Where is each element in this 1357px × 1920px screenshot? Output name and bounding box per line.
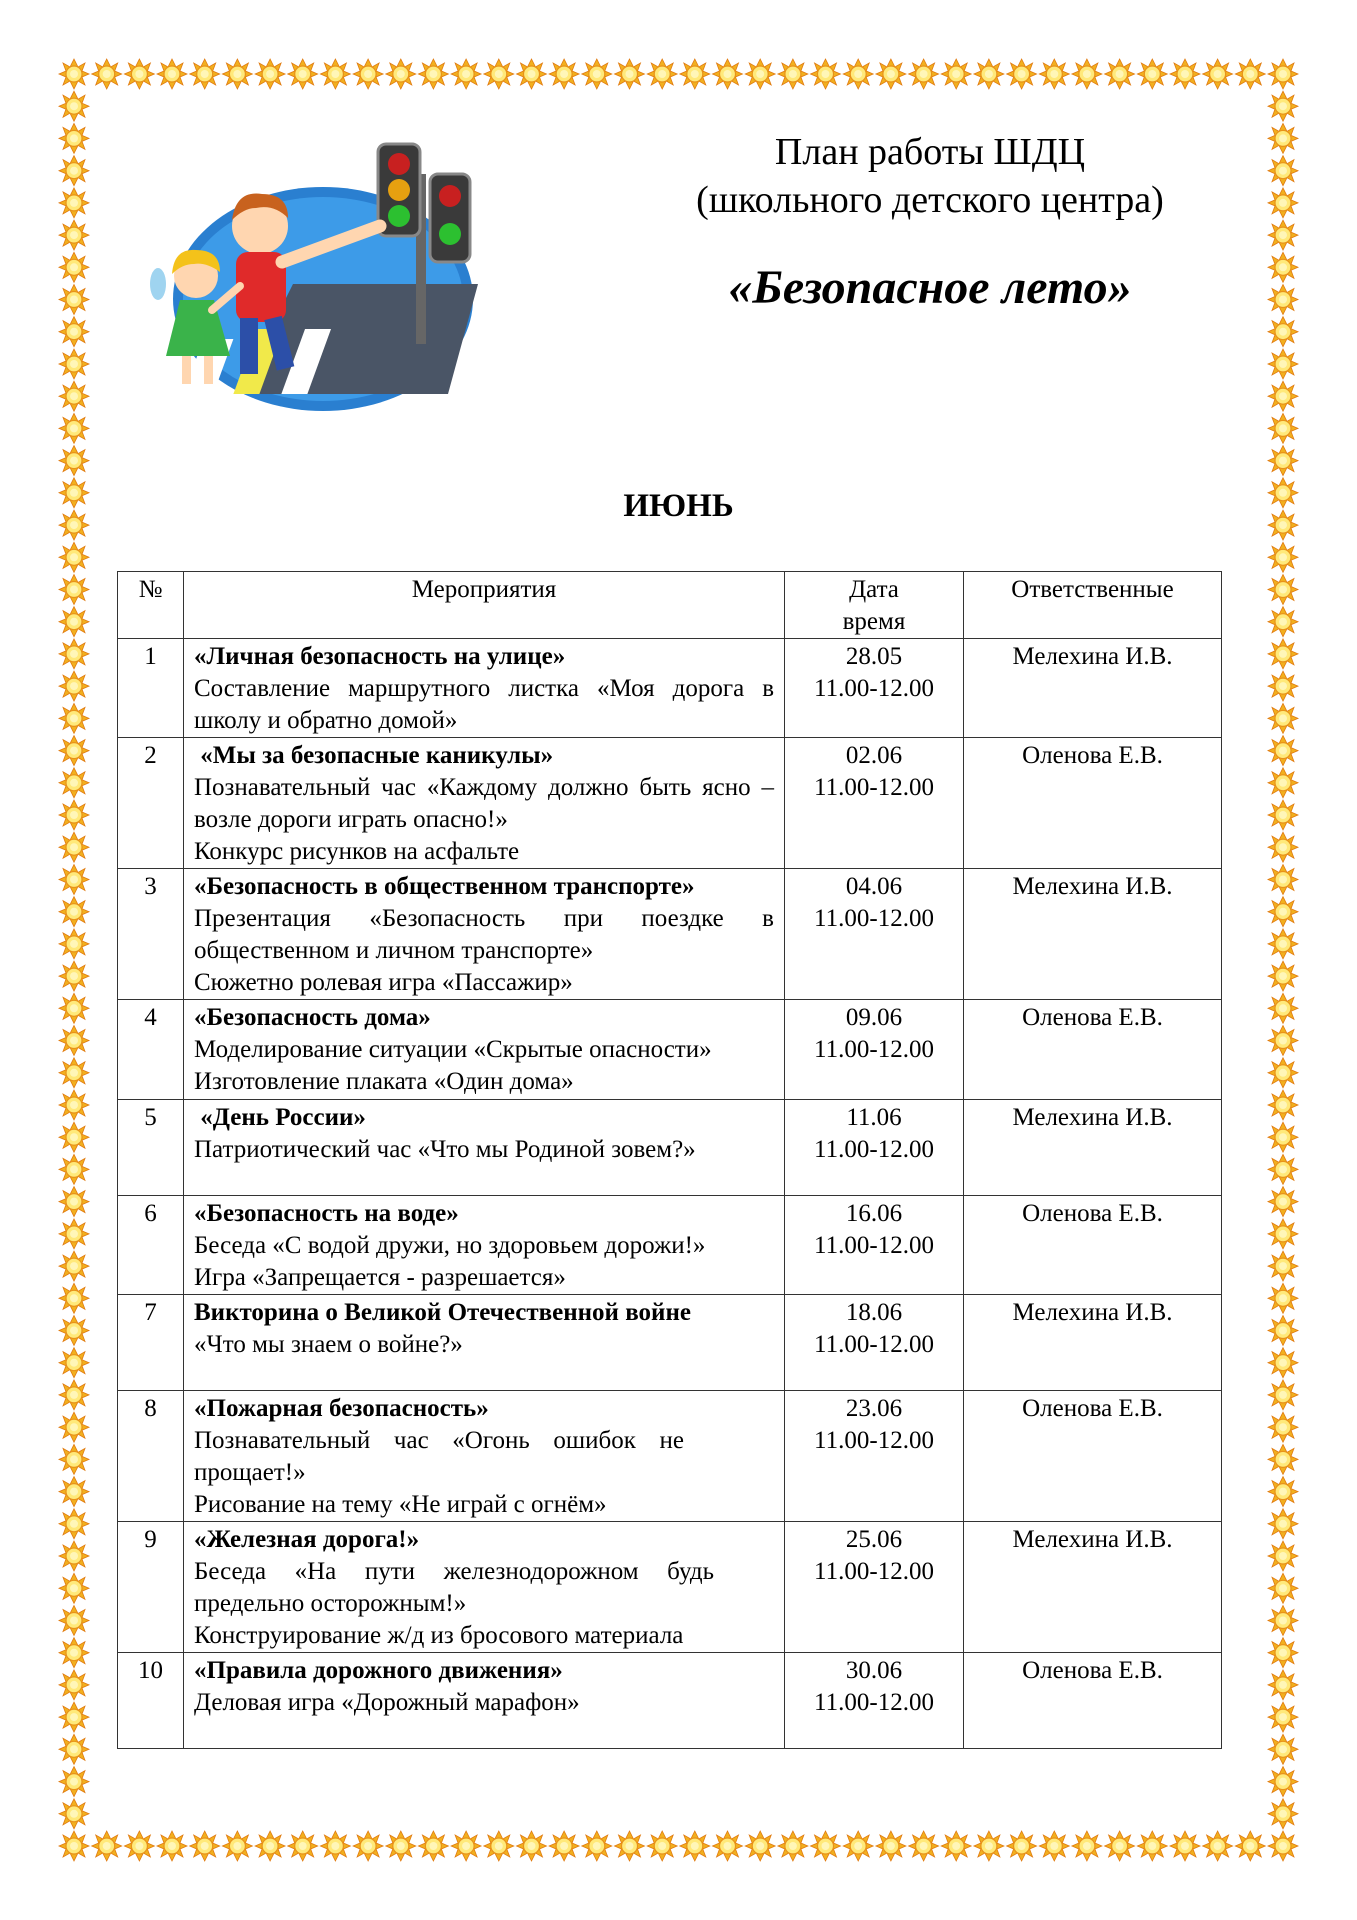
sun-icon	[59, 1541, 89, 1571]
sun-icon	[451, 59, 481, 89]
sun-icon	[59, 1348, 89, 1378]
date-value: 11.06	[846, 1104, 902, 1131]
sun-icon	[418, 1831, 448, 1861]
row-responsible: Оленова Е.В.	[964, 1000, 1222, 1100]
sun-icon	[876, 59, 906, 89]
sun-icon	[1235, 59, 1265, 89]
sun-icon	[59, 607, 89, 637]
sun-icon	[59, 929, 89, 959]
sun-icon	[1268, 736, 1298, 766]
sun-icon	[59, 1444, 89, 1474]
sun-icon	[1268, 188, 1298, 218]
sun-icon	[1268, 91, 1298, 121]
sun-icon	[1268, 671, 1298, 701]
header-date-line-2: время	[842, 608, 906, 635]
sun-icon	[582, 59, 612, 89]
sun-icon	[1268, 317, 1298, 347]
sun-icon	[59, 413, 89, 443]
sun-icon	[1268, 1509, 1298, 1539]
row-activity	[184, 1391, 785, 1522]
sun-icon	[549, 1831, 579, 1861]
sun-icon	[1268, 993, 1298, 1023]
row-responsible: Мелехина И.В.	[964, 639, 1222, 738]
sun-icon	[59, 156, 89, 186]
sun-icon	[59, 123, 89, 153]
sun-icon	[876, 1831, 906, 1861]
row-activity	[184, 1100, 785, 1196]
row-date	[785, 1196, 964, 1295]
activity-title: «Правила дорожного движения»	[194, 1657, 563, 1684]
sun-icon	[157, 1831, 187, 1861]
sun-icon	[59, 1219, 89, 1249]
activity-title: «Личная безопасность на улице»	[194, 643, 566, 670]
time-value: 11.00-12.00	[814, 774, 934, 801]
time-value: 11.00-12.00	[814, 1427, 934, 1454]
sun-icon	[484, 59, 514, 89]
sun-icon	[1039, 1831, 1069, 1861]
row-date	[785, 1100, 964, 1196]
sun-icon	[1105, 1831, 1135, 1861]
sun-icon	[59, 832, 89, 862]
sun-icon	[255, 1831, 285, 1861]
sun-icon	[451, 1831, 481, 1861]
sun-icon	[1268, 220, 1298, 250]
sun-icon	[59, 1283, 89, 1313]
sun-icon	[353, 1831, 383, 1861]
row-activity	[184, 1653, 785, 1749]
page-title-line-1: План работы ШДЦ	[774, 131, 1086, 173]
sun-icon	[1268, 1606, 1298, 1636]
sun-icon	[1268, 832, 1298, 862]
row-activity	[184, 869, 785, 1000]
sun-icon	[190, 59, 220, 89]
time-value: 11.00-12.00	[814, 1331, 934, 1358]
header-num: №	[118, 572, 184, 639]
table-row	[118, 869, 1222, 1000]
activity-title: «Безопасность в общественном транспорте»	[194, 873, 695, 900]
title-block	[640, 128, 1220, 316]
children-crosswalk-illustration	[148, 134, 508, 434]
sun-icon	[288, 59, 318, 89]
sun-icon	[1268, 1316, 1298, 1346]
sun-icon	[222, 59, 252, 89]
sun-icon	[59, 1316, 89, 1346]
sun-icon	[1268, 1477, 1298, 1507]
header-date-line-1: Дата	[849, 576, 899, 603]
activity-line: Сюжетно ролевая игра «Пассажир»	[194, 969, 573, 996]
sun-icon	[92, 59, 122, 89]
sun-icon	[1268, 1026, 1298, 1056]
row-num: 4	[118, 1000, 184, 1100]
sun-icon	[1007, 1831, 1037, 1861]
sun-icon	[59, 961, 89, 991]
date-value: 16.06	[845, 1200, 903, 1227]
table-row	[118, 738, 1222, 869]
sun-icon	[59, 446, 89, 476]
sun-icon	[124, 1831, 154, 1861]
sun-icon	[59, 575, 89, 605]
row-responsible: Мелехина И.В.	[964, 1295, 1222, 1391]
sun-icon	[1039, 59, 1069, 89]
sun-icon	[59, 800, 89, 830]
sun-icon	[843, 59, 873, 89]
sun-icon	[1072, 1831, 1102, 1861]
sun-icon	[255, 59, 285, 89]
sun-icon	[1170, 59, 1200, 89]
sun-icon	[1268, 929, 1298, 959]
sun-icon	[1105, 59, 1135, 89]
sun-icon	[1268, 1831, 1298, 1861]
month-heading: ИЮНЬ	[623, 488, 734, 524]
activity-line: Изготовление плаката «Один дома»	[194, 1068, 574, 1095]
sun-icon	[1268, 1187, 1298, 1217]
date-value: 18.06	[845, 1299, 903, 1326]
sun-icon	[843, 1831, 873, 1861]
sun-icon	[1268, 349, 1298, 379]
sun-icon	[59, 1638, 89, 1668]
time-value: 11.00-12.00	[814, 675, 934, 702]
sun-icon	[778, 59, 808, 89]
sun-icon	[1235, 1831, 1265, 1861]
sun-icon	[59, 768, 89, 798]
sun-icon	[59, 91, 89, 121]
row-activity	[184, 1295, 785, 1391]
table-row	[118, 1653, 1222, 1749]
sun-icon	[1268, 1702, 1298, 1732]
activity-line: Познавательный час «Огонь ошибок не прощает!»	[194, 1427, 684, 1486]
row-date	[785, 639, 964, 738]
activity-line: Деловая игра «Дорожный марафон»	[194, 1689, 580, 1716]
sun-icon	[1268, 703, 1298, 733]
sun-icon	[59, 1412, 89, 1442]
row-num: 7	[118, 1295, 184, 1391]
sun-icon	[320, 1831, 350, 1861]
sun-icon	[320, 59, 350, 89]
row-activity	[184, 1522, 785, 1653]
sun-icon	[59, 1767, 89, 1797]
time-value: 11.00-12.00	[814, 1689, 934, 1716]
sun-icon	[59, 671, 89, 701]
sun-icon	[1268, 413, 1298, 443]
sun-icon	[1268, 123, 1298, 153]
sun-icon	[484, 1831, 514, 1861]
activity-line: Презентация «Безопасность при поездке в общественном и личном транспорте»	[194, 905, 774, 964]
activity-title: «Мы за безопасные каникулы»	[194, 742, 554, 769]
sun-icon	[1268, 575, 1298, 605]
sun-icon	[1268, 1090, 1298, 1120]
sun-icon	[1268, 156, 1298, 186]
sun-icon	[59, 1122, 89, 1152]
sun-icon	[1268, 1767, 1298, 1797]
table-row	[118, 639, 1222, 738]
sun-icon	[1268, 639, 1298, 669]
table-row	[118, 1295, 1222, 1391]
sun-icon	[59, 1734, 89, 1764]
time-value: 11.00-12.00	[814, 905, 934, 932]
sun-icon	[59, 736, 89, 766]
sun-icon	[288, 1831, 318, 1861]
sun-icon	[59, 1606, 89, 1636]
row-num: 9	[118, 1522, 184, 1653]
sun-icon	[418, 59, 448, 89]
sun-icon	[59, 1090, 89, 1120]
activity-line: Составление маршрутного листка «Моя дорога в школу и обратно домой»	[194, 675, 774, 734]
sun-icon	[941, 59, 971, 89]
activity-title: «Безопасность на воде»	[194, 1200, 459, 1227]
sun-icon	[59, 865, 89, 895]
page-subtitle: «Безопасное лето»	[728, 261, 1132, 314]
date-value: 30.06	[845, 1657, 903, 1684]
sun-icon	[59, 639, 89, 669]
row-date	[785, 1295, 964, 1391]
sun-icon	[974, 59, 1004, 89]
sun-icon	[59, 252, 89, 282]
activity-title: «Безопасность дома»	[194, 1004, 431, 1031]
time-value: 11.00-12.00	[814, 1136, 934, 1163]
sun-icon	[1268, 800, 1298, 830]
row-responsible: Мелехина И.В.	[964, 869, 1222, 1000]
date-value: 23.06	[845, 1395, 903, 1422]
row-responsible: Оленова Е.В.	[964, 1653, 1222, 1749]
activity-title: Викторина о Великой Отечественной войне	[194, 1299, 691, 1326]
row-activity	[184, 639, 785, 738]
activity-line: Моделирование ситуации «Скрытые опасности»	[194, 1036, 712, 1063]
sun-icon	[1268, 381, 1298, 411]
sun-icon	[1268, 252, 1298, 282]
sun-icon	[974, 1831, 1004, 1861]
date-value: 25.06	[845, 1526, 903, 1553]
date-value: 09.06	[845, 1004, 903, 1031]
sun-icon	[59, 59, 89, 89]
sun-icon	[59, 1187, 89, 1217]
sun-icon	[1268, 1380, 1298, 1410]
sun-icon	[713, 59, 743, 89]
sun-icon	[1268, 865, 1298, 895]
sun-icon	[59, 349, 89, 379]
sun-icon	[713, 1831, 743, 1861]
sun-icon	[190, 1831, 220, 1861]
row-num: 6	[118, 1196, 184, 1295]
sun-icon	[157, 59, 187, 89]
sun-icon	[1137, 1831, 1167, 1861]
sun-icon	[59, 703, 89, 733]
sun-icon	[1268, 1670, 1298, 1700]
sun-icon	[1268, 1541, 1298, 1571]
sun-icon	[59, 317, 89, 347]
plan-table	[117, 571, 1222, 1749]
sun-icon	[92, 1831, 122, 1861]
sun-icon	[59, 1670, 89, 1700]
row-num: 1	[118, 639, 184, 738]
table-row	[118, 1000, 1222, 1100]
sun-icon	[1268, 1573, 1298, 1603]
row-responsible: Оленова Е.В.	[964, 1391, 1222, 1522]
time-value: 11.00-12.00	[814, 1232, 934, 1259]
row-responsible: Мелехина И.В.	[964, 1522, 1222, 1653]
row-date	[785, 1522, 964, 1653]
date-value: 04.06	[845, 873, 903, 900]
sun-icon	[909, 59, 939, 89]
table-row	[118, 1391, 1222, 1522]
sun-icon	[59, 1509, 89, 1539]
sun-icon	[59, 1058, 89, 1088]
sun-icon	[1268, 897, 1298, 927]
sun-icon	[811, 59, 841, 89]
sun-icon	[811, 1831, 841, 1861]
sun-icon	[909, 1831, 939, 1861]
sun-icon	[680, 59, 710, 89]
row-activity	[184, 738, 785, 869]
sun-icon	[1268, 1219, 1298, 1249]
table-row	[118, 1100, 1222, 1196]
sun-icon	[1268, 1251, 1298, 1281]
table-row	[118, 1196, 1222, 1295]
sun-icon	[124, 59, 154, 89]
sun-icon	[59, 220, 89, 250]
activity-title: «Железная дорога!»	[194, 1526, 420, 1553]
sun-icon	[353, 59, 383, 89]
sun-icon	[59, 1702, 89, 1732]
sun-icon	[1268, 1348, 1298, 1378]
sun-icon	[1268, 542, 1298, 572]
sun-icon	[59, 1799, 89, 1829]
sun-icon	[1170, 1831, 1200, 1861]
row-num: 3	[118, 869, 184, 1000]
sun-icon	[549, 59, 579, 89]
sun-icon	[1137, 59, 1167, 89]
sun-icon	[1268, 1799, 1298, 1829]
sun-icon	[59, 993, 89, 1023]
sun-icon	[517, 59, 547, 89]
row-num: 8	[118, 1391, 184, 1522]
sun-icon	[1203, 59, 1233, 89]
activity-line: Беседа «С водой дружи, но здоровьем дорожи!»	[194, 1232, 706, 1259]
sun-icon	[745, 1831, 775, 1861]
time-value: 11.00-12.00	[814, 1036, 934, 1063]
row-num: 2	[118, 738, 184, 869]
sun-icon	[59, 1154, 89, 1184]
sun-icon	[59, 897, 89, 927]
sun-icon	[941, 1831, 971, 1861]
sun-icon	[1268, 1412, 1298, 1442]
header-responsible: Ответственные	[964, 572, 1222, 639]
row-responsible: Оленова Е.В.	[964, 1196, 1222, 1295]
sun-icon	[647, 59, 677, 89]
sun-icon	[59, 1026, 89, 1056]
table-header-row	[118, 572, 1222, 639]
header-date	[785, 572, 964, 639]
sun-icon	[59, 1251, 89, 1281]
page-title-line-2: (школьного детского центра)	[696, 179, 1164, 221]
sun-icon	[386, 1831, 416, 1861]
sun-icon	[615, 1831, 645, 1861]
sun-icon	[680, 1831, 710, 1861]
table-row	[118, 1522, 1222, 1653]
sun-icon	[1268, 961, 1298, 991]
date-value: 28.05	[845, 643, 903, 670]
sun-icon	[1268, 1283, 1298, 1313]
sun-icon	[517, 1831, 547, 1861]
sun-icon	[1268, 59, 1298, 89]
sun-icon	[59, 188, 89, 218]
sun-icon	[1268, 1122, 1298, 1152]
sun-icon	[59, 285, 89, 315]
activity-line: Беседа «На пути железнодорожном будь предельно осторожным!»	[194, 1558, 714, 1617]
sun-icon	[222, 1831, 252, 1861]
sun-icon	[59, 1831, 89, 1861]
sun-icon	[59, 542, 89, 572]
sun-icon	[1268, 607, 1298, 637]
sun-icon	[1072, 59, 1102, 89]
row-responsible: Мелехина И.В.	[964, 1100, 1222, 1196]
sun-icon	[582, 1831, 612, 1861]
activity-line: «Что мы знаем о войне?»	[194, 1331, 463, 1358]
sun-icon	[1268, 1058, 1298, 1088]
sun-icon	[1268, 446, 1298, 476]
activity-line: Конкурс рисунков на асфальте	[194, 838, 520, 865]
sun-icon	[1268, 1638, 1298, 1668]
sun-icon	[1268, 768, 1298, 798]
row-date	[785, 1000, 964, 1100]
row-date	[785, 738, 964, 869]
sun-icon	[59, 1573, 89, 1603]
sun-icon	[59, 1380, 89, 1410]
activity-line: Познавательный час «Каждому должно быть ясно – возле дороги играть опасно!»	[194, 774, 774, 833]
row-date	[785, 1653, 964, 1749]
row-activity	[184, 1196, 785, 1295]
sun-icon	[647, 1831, 677, 1861]
row-date	[785, 869, 964, 1000]
header-activity: Мероприятия	[184, 572, 785, 639]
row-date	[785, 1391, 964, 1522]
row-num: 10	[118, 1653, 184, 1749]
sun-icon	[1268, 1154, 1298, 1184]
row-num: 5	[118, 1100, 184, 1196]
sun-icon	[1268, 1444, 1298, 1474]
time-value: 11.00-12.00	[814, 1558, 934, 1585]
activity-line: Игра «Запрещается - разрешается»	[194, 1264, 566, 1291]
sun-icon	[1203, 1831, 1233, 1861]
activity-title: «День России»	[194, 1104, 366, 1131]
sun-icon	[615, 59, 645, 89]
activity-line: Конструирование ж/д из бросового материала	[194, 1622, 684, 1649]
date-value: 02.06	[845, 742, 903, 769]
sun-icon	[59, 1477, 89, 1507]
sun-icon	[1268, 1734, 1298, 1764]
sun-icon	[1007, 59, 1037, 89]
sun-icon	[778, 1831, 808, 1861]
sun-icon	[745, 59, 775, 89]
sun-icon	[386, 59, 416, 89]
activity-line: Патриотический час «Что мы Родиной зовем?»	[194, 1136, 696, 1163]
row-activity	[184, 1000, 785, 1100]
sun-icon	[1268, 285, 1298, 315]
activity-title: «Пожарная безопасность»	[194, 1395, 489, 1422]
row-responsible: Оленова Е.В.	[964, 738, 1222, 869]
activity-line: Рисование на тему «Не играй с огнём»	[194, 1491, 607, 1518]
sun-icon	[59, 381, 89, 411]
